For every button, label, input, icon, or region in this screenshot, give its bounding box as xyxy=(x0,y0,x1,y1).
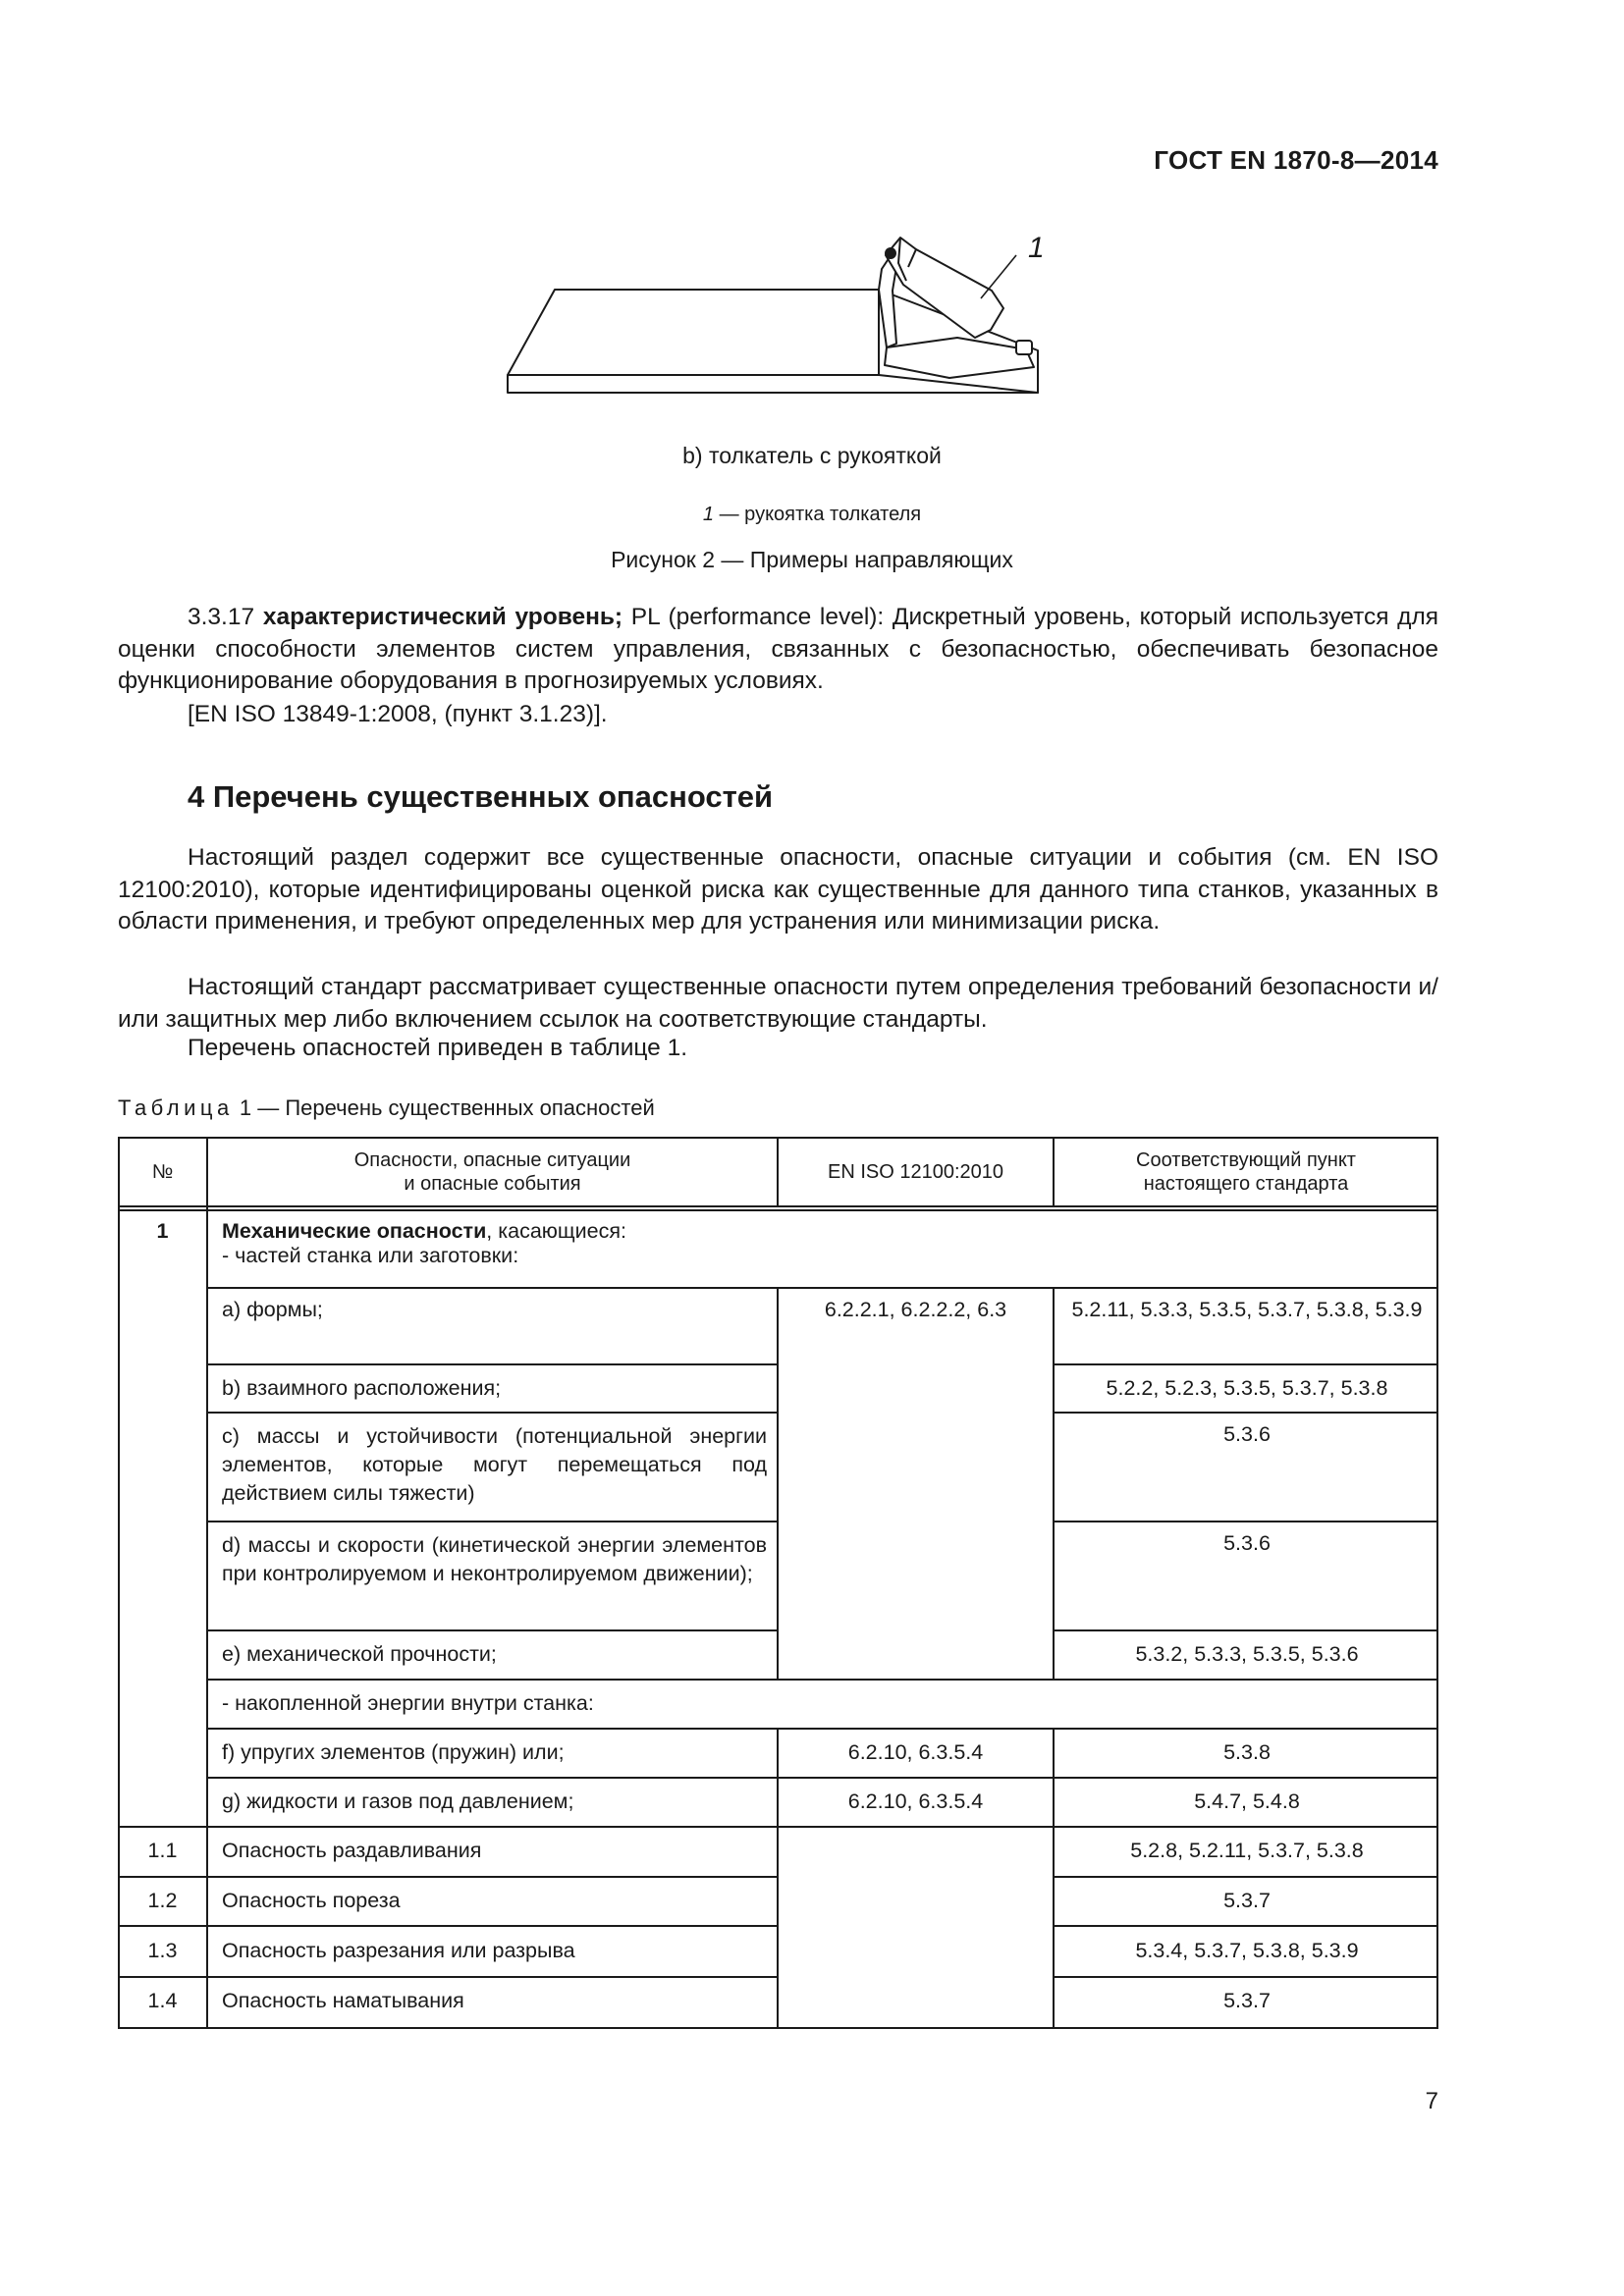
callout-leader xyxy=(981,255,1016,298)
clause-ref: 5.3.7 xyxy=(1223,1989,1271,2012)
clause-ref: 5.3.4, 5.3.7, 5.3.8, 5.3.9 xyxy=(1135,1939,1359,1962)
figure-legend xyxy=(0,504,1624,526)
hazards-table xyxy=(118,1137,1438,2029)
definition-paragraph xyxy=(118,602,1438,698)
iso-ref-block: 6.2.2.1, 6.2.2.2, 6.3 xyxy=(824,1298,1007,1321)
clause-ref: 5.2.2, 5.2.3, 5.3.5, 5.3.7, 5.3.8 xyxy=(1106,1376,1388,1400)
row-number: 1 xyxy=(156,1219,169,1243)
hazard-row-text: d) массы и скорости (кинетической энергии элементов при контролируемом и неконтролируемом движении); xyxy=(222,1533,767,1585)
row-number: 1.4 xyxy=(147,1989,178,2012)
clause-ref: 5.3.6 xyxy=(1223,1531,1271,1555)
iso-ref: 6.2.10, 6.3.5.4 xyxy=(847,1789,984,1813)
hazard-row-text: a) формы; xyxy=(222,1298,323,1321)
header-clause: Соответствующий пункт настоящего стандарта xyxy=(1136,1148,1356,1195)
iso-ref: 6.2.10, 6.3.5.4 xyxy=(847,1740,984,1764)
figure-subcaption: b) толкатель с рукояткой xyxy=(682,443,942,468)
header-iso: EN ISO 12100:2010 xyxy=(827,1160,1003,1183)
clause-ref: 5.2.8, 5.2.11, 5.3.7, 5.3.8 xyxy=(1130,1839,1364,1862)
document-code: ГОСТ EN 1870-8—2014 xyxy=(1154,145,1438,175)
clause-ref: 5.3.2, 5.3.3, 5.3.5, 5.3.6 xyxy=(1135,1642,1359,1666)
header-no: № xyxy=(151,1160,174,1183)
clause-ref: 5.3.6 xyxy=(1223,1422,1271,1446)
hazard-row-text: c) массы и устойчивости (потенциальной энергии элементов, которые могут перемещаться под действием силы тяжести) xyxy=(222,1424,767,1505)
board-top xyxy=(508,290,879,375)
row-number: 1.3 xyxy=(147,1939,178,1962)
table-caption xyxy=(118,1095,655,1121)
pivot-dot xyxy=(885,247,896,259)
legend-number: 1 xyxy=(702,504,715,525)
table-caption-text: 1 — Перечень существенных опасностей xyxy=(239,1095,655,1120)
hazard-row-text: f) упругих элементов (пружин) или; xyxy=(222,1740,565,1764)
section-paragraph: Перечень опасностей приведен в таблице 1. xyxy=(188,1035,687,1061)
hazard-row-text: g) жидкости и газов под давлением; xyxy=(222,1789,574,1813)
clause-ref: 5.3.8 xyxy=(1223,1740,1271,1764)
section-paragraph: Настоящий стандарт рассматривает существенные опасности путем определения требований безопасности и/или защитных мер либо включением ссылок на соответствующие стандарты. xyxy=(118,974,1438,1033)
hazard-row-text: b) взаимного расположения; xyxy=(222,1376,502,1400)
hazard-row-text: Опасность раздавливания xyxy=(222,1839,482,1862)
page-number: 7 xyxy=(1425,2088,1438,2114)
figure-caption: Рисунок 2 — Примеры направляющих xyxy=(611,547,1013,572)
hazard-row-text: Опасность пореза xyxy=(222,1889,401,1912)
hazard-row-text: Опасность наматывания xyxy=(222,1989,464,2012)
header-hazards: Опасности, опасные ситуации и опасные события xyxy=(353,1148,631,1195)
callout-number: 1 xyxy=(1028,232,1045,264)
group-title: Механические опасности, касающиеся: xyxy=(222,1219,626,1243)
clause-ref: 5.2.11, 5.3.3, 5.3.5, 5.3.7, 5.3.8, 5.3.9 xyxy=(1071,1298,1423,1321)
pusher-figure xyxy=(496,228,1085,414)
section-paragraph: Настоящий раздел содержит все существенные опасности, опасные ситуации и события (см. EN ISO 12100:2010), которые идентифицированы оценкой риска как существенные для данного типа станков, указанных в области применения, и требуют определенных мер для устранения или минимизации риска. xyxy=(118,844,1438,934)
definition-text: PL (performance level): Дискретный уровень, который используется для оценки способности элементов систем управления, связанных с безопасностью, обеспечивать безопасное функционирование оборудования в прогнозируемых условиях. xyxy=(118,604,1439,694)
definition-reference: [EN ISO 13849-1:2008, (пункт 3.1.23)]. xyxy=(188,701,608,727)
clause-ref: 5.3.7 xyxy=(1223,1889,1271,1912)
legend-text: — рукоятка толкателя xyxy=(719,504,922,525)
section-heading: 4 Перечень существенных опасностей xyxy=(188,779,774,814)
table-caption-word: Таблица xyxy=(118,1095,234,1120)
definition-term: характеристический уровень; xyxy=(262,604,623,630)
row-number: 1.2 xyxy=(147,1889,178,1912)
clause-ref: 5.4.7, 5.4.8 xyxy=(1194,1789,1300,1813)
row-number: 1.1 xyxy=(147,1839,178,1862)
subgroup-title: - накопленной энергии внутри станка: xyxy=(222,1691,594,1715)
definition-number: 3.3.17 xyxy=(188,604,255,630)
hazard-row-text: e) механической прочности; xyxy=(222,1642,497,1666)
hazard-row-text: Опасность разрезания или разрыва xyxy=(222,1939,575,1962)
group-subtitle: - частей станка или заготовки: xyxy=(222,1244,519,1267)
